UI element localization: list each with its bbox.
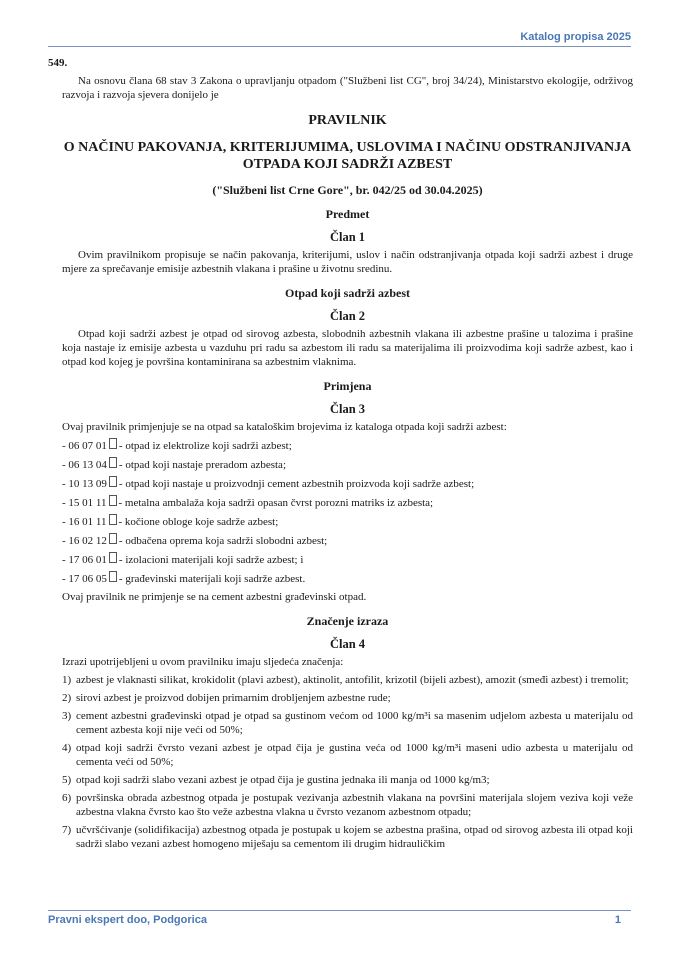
waste-code-description: - građevinski materijali koji sadrže azbest. [118, 573, 306, 585]
waste-code: - 16 02 12 [62, 535, 107, 547]
waste-code-description: - izolacioni materijali koji sadrže azbest; i [118, 554, 304, 566]
definition-number: 5) [62, 774, 72, 786]
waste-code-item [62, 571, 633, 586]
waste-code-item [62, 495, 633, 510]
gazette-reference: ("Službeni list Crne Gore", br. 042/25 od 30.04.2025) [212, 183, 483, 197]
placeholder-glyph-icon [109, 533, 117, 544]
definition-item [62, 709, 633, 737]
waste-code-item [62, 533, 633, 548]
waste-code-description: - metalna ambalaža koja sadrži opasan čvrst porozni matriks iz azbesta; [118, 497, 434, 509]
footer-publisher: Pravni ekspert doo, Podgorica [48, 914, 207, 926]
placeholder-glyph-icon [109, 457, 117, 468]
placeholder-glyph-icon [109, 438, 117, 449]
preamble: Na osnovu člana 68 stav 3 Zakona o upravljanju otpadom ("Službeni list CG", broj 34/24), Ministarstvo ekologije, održivog razvoja i razvoja sjevera donijelo je [62, 75, 633, 101]
waste-code: - 17 06 01 [62, 554, 107, 566]
section-heading-application: Primjena [323, 379, 372, 393]
waste-code: - 06 07 01 [62, 440, 107, 452]
waste-code-item [62, 514, 633, 529]
document-title: PRAVILNIK [308, 113, 387, 128]
page-number: 1 [614, 914, 621, 926]
definition-number: 3) [62, 710, 72, 722]
document-body [48, 56, 633, 851]
waste-code-description: - kočione obloge koje sadrže azbest; [118, 516, 279, 528]
waste-code-description: - otpad iz elektrolize koji sadrži azbest; [118, 440, 292, 452]
article-2-text: Otpad koji sadrži azbest je otpad od sirovog azbesta, slobodnih azbestnih vlakana ili azbestne prašine u talozima i prašine koja nastaje iz emisije azbesta u vazduhu pri radu sa azbestom ili radu sa materijalima ili proizvodima koji sadrže azbest, kao i otpad kod kojeg je površina kontaminirana sa azbestnim vlaknima. [62, 328, 633, 368]
definition-number: 7) [62, 824, 72, 836]
waste-code-description: - otpad koji nastaje preradom azbesta; [118, 459, 286, 471]
definition-text: cement azbestni građevinski otpad je otpad sa gustinom većom od 1000 kg/m³i sa masenim udjelom azbesta u materijalu od cement azbesta koji nije veći od 50%; [76, 710, 633, 736]
placeholder-glyph-icon [109, 514, 117, 525]
waste-code: - 17 06 05 [62, 573, 107, 585]
definition-number: 4) [62, 742, 72, 754]
waste-code-description: - odbačena oprema koja sadrži slobodni azbest; [118, 535, 328, 547]
article-3-outro: Ovaj pravilnik ne primjenje se na cement azbestni građevinski otpad. [62, 591, 367, 603]
article-4-title: Član 4 [329, 637, 366, 651]
section-heading-asbestos-waste: Otpad koji sadrži azbest [284, 286, 410, 300]
waste-code: - 10 13 09 [62, 478, 107, 490]
definition-text: površinska obrada azbestnog otpada je postupak vezivanja azbestnih vlakana na površini materijala slojem veziva koji veže azbestna vlakna čvrsto kao što veže azbestna vlakna u čvrsto vezanom azbestnom otpadu; [76, 792, 633, 818]
definition-item [62, 823, 633, 851]
definition-text: učvršćivanje (solidifikacija) azbestnog otpada je postupak u kojem se azbestna prašina, otpad od sirovog azbesta ili otpad koji sadrži slabo vezani azbest homogeno miješaju sa cementom ili drugim hidrauličkim [76, 824, 633, 850]
definition-item [62, 673, 633, 687]
definition-number: 6) [62, 792, 72, 804]
regulation-number: 549. [48, 57, 68, 69]
article-1-text: Ovim pravilnikom propisuje se način pakovanja, kriterijumi, uslov i način odstranjivanja otpada koji sadrži azbest i druge mjere za sprečavanje emisije azbestnih vlakana i prašine u životnu sredinu. [62, 249, 633, 275]
article-3-intro: Ovaj pravilnik primjenjuje se na otpad sa kataloškim brojevima iz kataloga otpada koji sadrži azbest: [62, 421, 507, 433]
definition-number: 1) [62, 674, 72, 686]
placeholder-glyph-icon [109, 476, 117, 487]
section-heading-subject: Predmet [325, 207, 370, 221]
waste-code-item [62, 438, 633, 453]
definition-number: 2) [62, 692, 72, 704]
article-3-title: Član 3 [329, 402, 366, 416]
page-footer [48, 910, 631, 926]
definition-text: sirovi azbest je proizvod dobijen primarnim drobljenjem azbestne rude; [76, 692, 391, 704]
waste-code-list [62, 438, 633, 586]
definition-item [62, 741, 633, 769]
article-4-intro: Izrazi upotrijebljeni u ovom pravilniku imaju sljedeća značenja: [62, 656, 344, 668]
definition-text: azbest je vlaknasti silikat, krokidolit (plavi azbest), aktinolit, antofilit, krizotil (bijeli azbest), amozit (smeđi azbest) i tremolit; [76, 674, 629, 686]
placeholder-glyph-icon [109, 571, 117, 582]
waste-code-description: - otpad koji nastaje u proizvodnji cement azbestnih proizvoda koji sadrže azbest; [118, 478, 475, 490]
definition-text: otpad koji sadrži slabo vezani azbest je otpad čija je gustina jednaka ili manja od 1000 kg/m3; [76, 774, 490, 786]
placeholder-glyph-icon [109, 495, 117, 506]
definition-item [62, 691, 633, 705]
header-title: Katalog propisa 2025 [520, 31, 631, 43]
document-subtitle: O NAČINU PAKOVANJA, KRITERIJUMIMA, USLOVIMA I NAČINU ODSTRANJIVANJA OTPADA KOJI SADRŽI AZBEST [63, 140, 632, 172]
definition-list [62, 673, 633, 851]
page-header [48, 30, 631, 47]
waste-code: - 06 13 04 [62, 459, 107, 471]
definition-item [62, 791, 633, 819]
section-heading-definitions: Značenje izraza [306, 614, 389, 628]
article-2-title: Član 2 [329, 309, 366, 323]
article-1-title: Član 1 [329, 230, 366, 244]
definition-text: otpad koji sadrži čvrsto vezani azbest je otpad čija je gustina veća od 1000 kg/m³i maseni udio azbesta u materijalu od cementa veći od 50%; [76, 742, 633, 768]
waste-code: - 16 01 11 [62, 516, 107, 528]
definition-item [62, 773, 633, 787]
waste-code-item [62, 476, 633, 491]
waste-code-item [62, 552, 633, 567]
waste-code: - 15 01 11 [62, 497, 107, 509]
placeholder-glyph-icon [109, 552, 117, 563]
waste-code-item [62, 457, 633, 472]
